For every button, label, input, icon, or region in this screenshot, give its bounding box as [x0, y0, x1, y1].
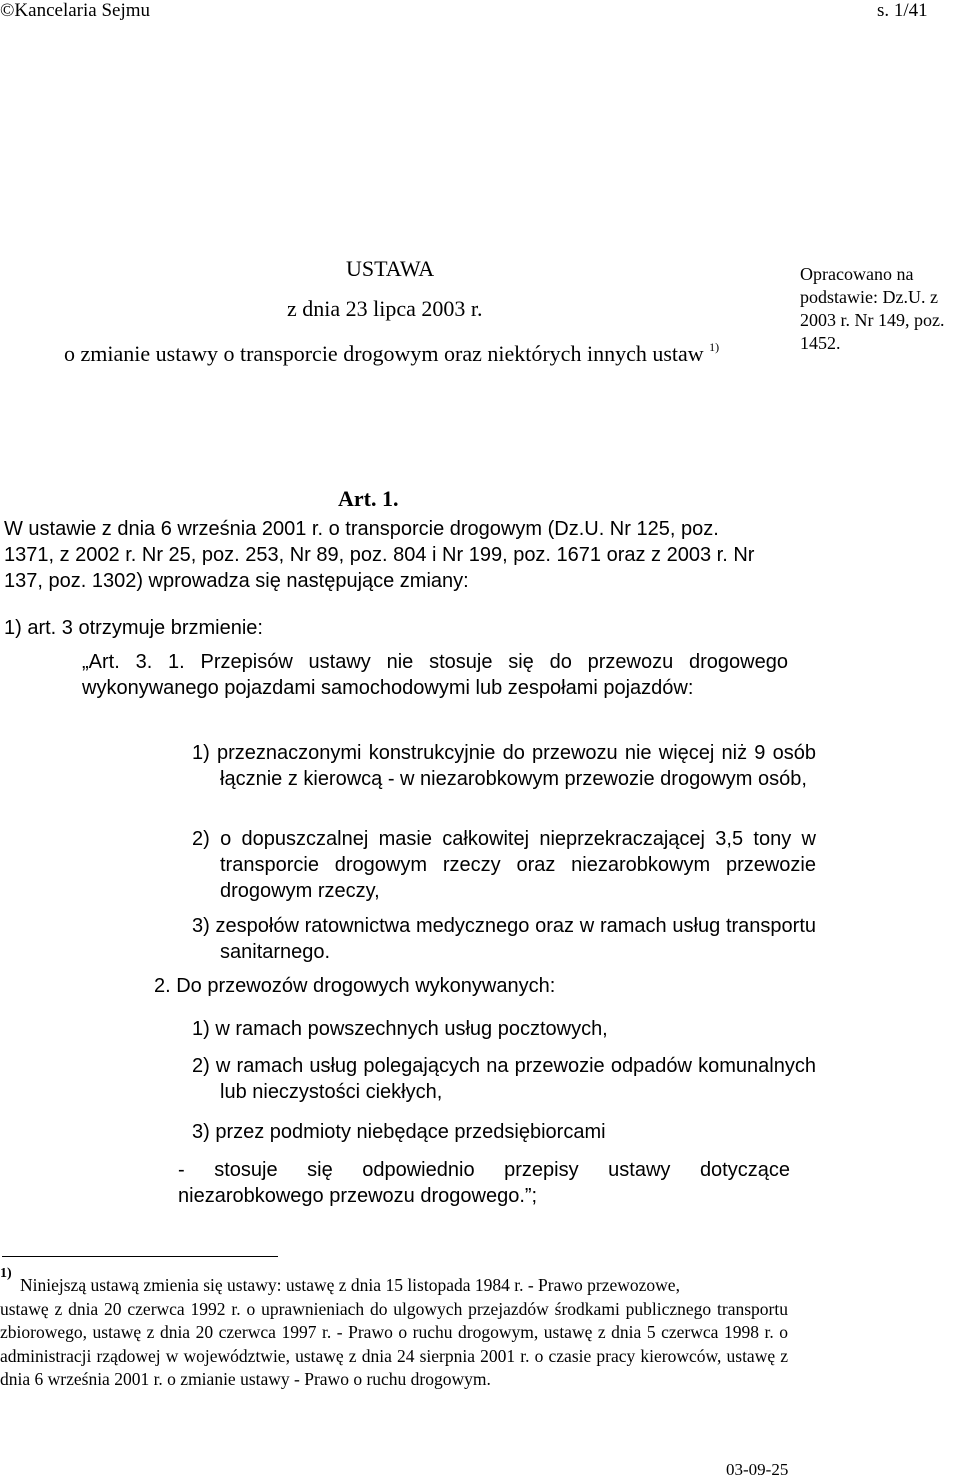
par2-item-3: 3) przez podmioty niebędące przedsiębiorcami [192, 1121, 606, 1143]
page-number: s. 1/41 [877, 0, 928, 21]
act-subject [64, 341, 719, 367]
par2-item-2: 2) w ramach usług polegających na przewozie odpadów komunalnych lub nieczystości ciekłych, [192, 1055, 816, 1103]
act-date: z dnia 23 lipca 2003 r. [287, 296, 483, 321]
footnote-continuation: ustawę z dnia 20 czerwca 1992 r. o uprawnieniach do ulgowych przejazdów środkami publicznego transportu zbiorowego, ustawę z dnia 20 czerwca 1997 r. - Prawo o ruchu drogowym, ustawę z dnia 5 czerwca 1998 r. o administracji rządowej w województwie, ustawę z dnia 24 sierpnia 2001 r. o czasie pracy kierowców, ustawę z dnia 6 września 2001 r. o zmianie ustawy - Prawo o ruchu drogowym. [0, 1298, 788, 1389]
act-type-title: USTAWA [346, 256, 435, 281]
par1-item-1: 1) przeznaczonymi konstrukcyjnie do przewozu nie więcej niż 9 osób łącznie z kierowcą - w niezarobkowym przewozie drogowym osób, [192, 742, 816, 790]
source-note: Opracowano na podstawie: Dz.U. z 2003 r. Nr 149, poz. 1452. [800, 264, 945, 353]
header-source: ©Kancelaria Sejmu [0, 0, 151, 21]
par1-item-3: 3) zespołów ratownictwa medycznego oraz w ramach usług transportu sanitarnego. [192, 915, 816, 963]
footnote-mark: 1) [0, 1266, 12, 1281]
act-subject-text: o zmianie ustawy o transporcie drogowym oraz niektórych innych ustaw [64, 341, 704, 366]
article-heading: Art. 1. [338, 486, 399, 511]
par2-item-1: 1) w ramach powszechnych usług pocztowych, [192, 1018, 608, 1040]
footer-date: 03-09-25 [726, 1460, 789, 1479]
article-intro: W ustawie z dnia 6 września 2001 r. o transporcie drogowym (Dz.U. Nr 125, poz. 1371, z 2002 r. Nr 25, poz. 253, Nr 89, poz. 804 i Nr 199, poz. 1671 oraz z 2003 r. Nr 137, poz. 1302) wprowadza się następujące zmiany: [4, 518, 755, 592]
amendment-item-1: 1) art. 3 otrzymuje brzmienie: [4, 617, 263, 639]
footnote-separator [2, 1256, 278, 1257]
footnote-reference[interactable]: 1) [709, 340, 720, 354]
art3-paragraph-2: 2. Do przewozów drogowych wykonywanych: [154, 975, 556, 997]
footnote-line-1: Niniejszą ustawą zmienia się ustawy: ustawę z dnia 15 listopada 1984 r. - Prawo przewozowe, [20, 1275, 680, 1295]
closing-clause: - stosuje się odpowiednio przepisy ustawy dotyczące niezarobkowego przewozu drogowego.”; [178, 1159, 790, 1207]
footnote-text [0, 1274, 788, 1392]
art3-paragraph-1: „Art. 3. 1. Przepisów ustawy nie stosuje się do przewozu drogowego wykonywanego pojazdami samochodowymi lub zespołami pojazdów: [82, 651, 788, 699]
par1-item-2: 2) o dopuszczalnej masie całkowitej nieprzekraczającej 3,5 tony w transporcie drogowym rzeczy oraz niezarobkowym przewozie drogowym rzeczy, [192, 828, 816, 902]
